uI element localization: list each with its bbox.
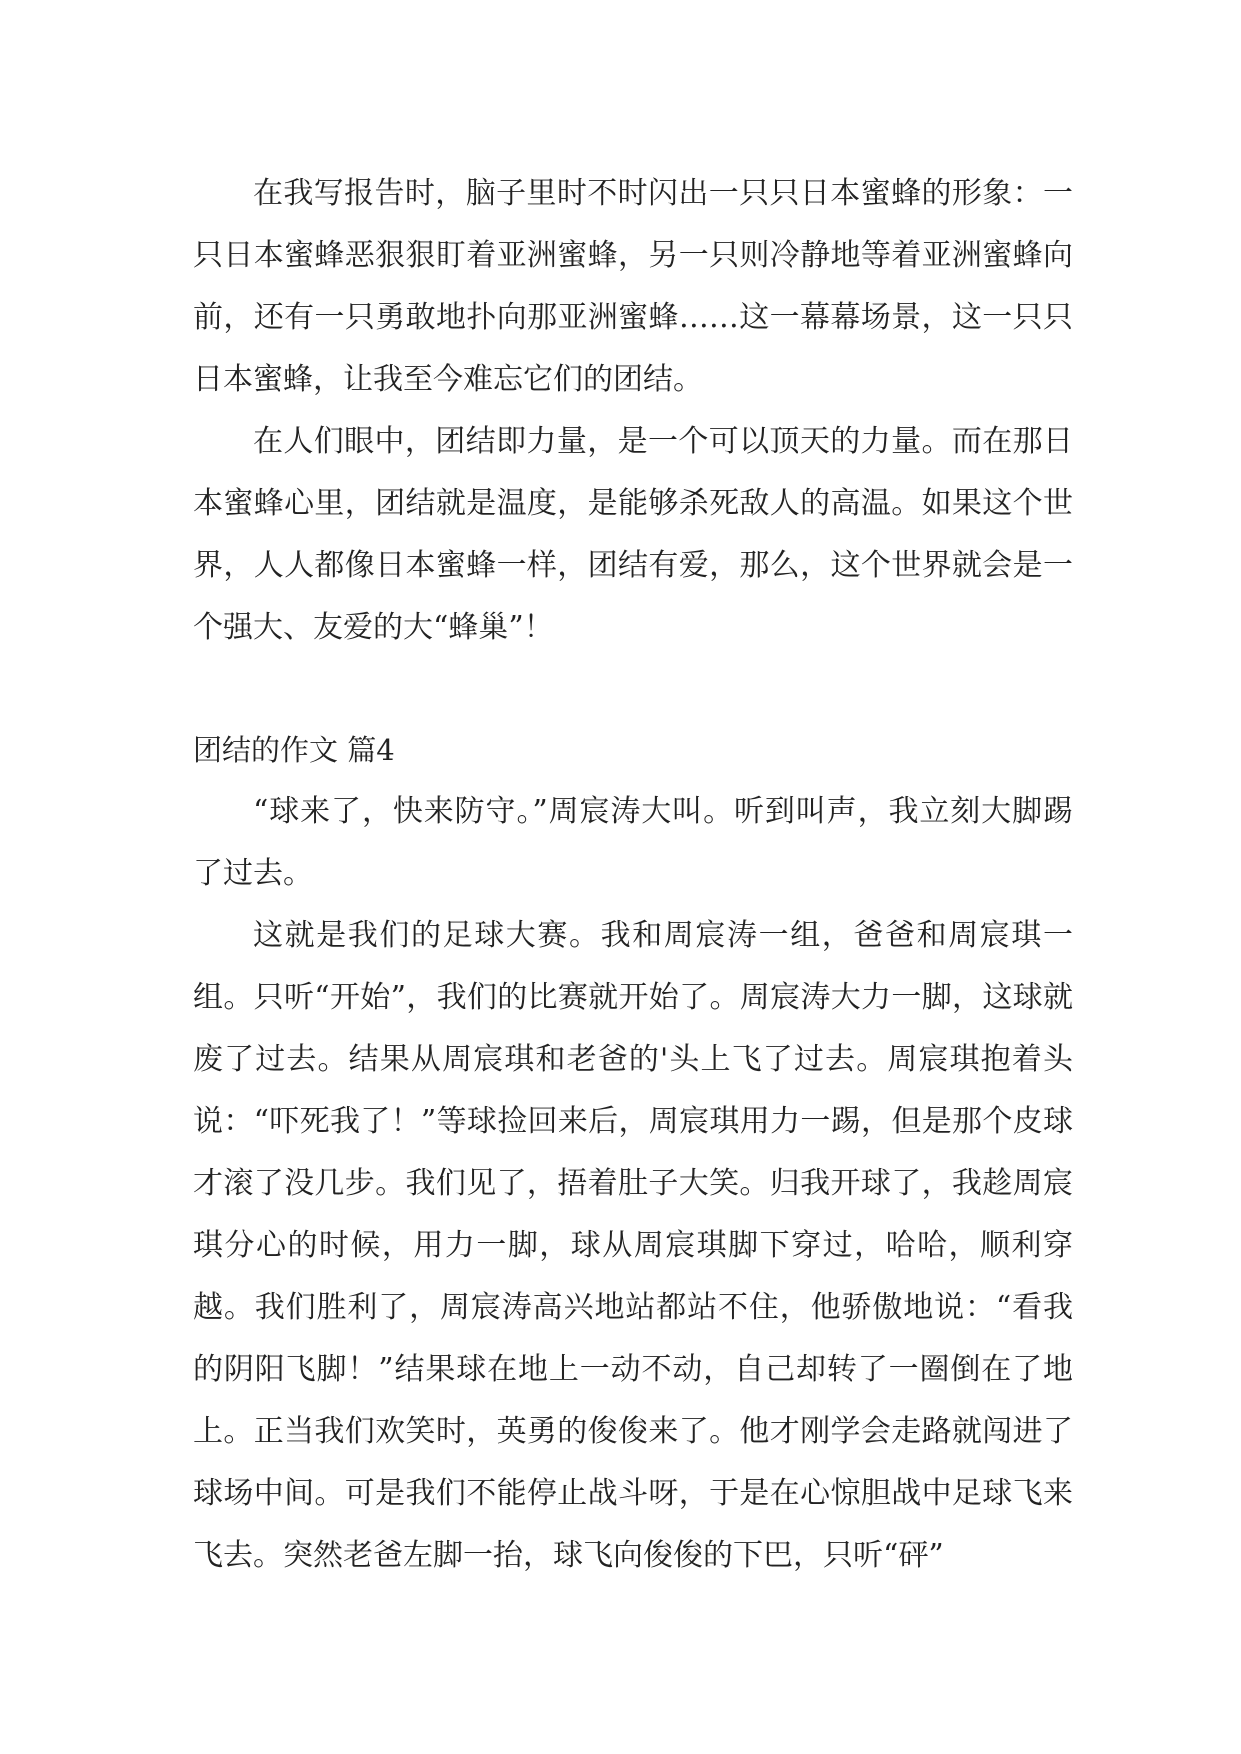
section-heading: 团结的作文 篇4 <box>193 733 395 767</box>
paragraph: 这就是我们的足球大赛。我和周宸涛一组，爸爸和周宸琪一组。只听“开始”，我们的比赛就开始了。周宸涛大力一脚，这球就废了过去。结果从周宸琪和老爸的'头上飞了过去。周宸琪抱着头说：“吓死我了！”等球捡回来后，周宸琪用力一踢，但是那个皮球才滚了没几步。我们见了，捂着肚子大笑。归我开球了，我趁周宸琪分心的时候，用力一脚，球从周宸琪脚下穿过，哈哈，顺利穿越。我们胜利了，周宸涛高兴地站都站不住，他骄傲地说：“看我的阴阳飞脚！”结果球在地上一动不动，自己却转了一圈倒在了地上。正当我们欢笑时，英勇的俊俊来了。他才刚学会走路就闯进了球场中间。可是我们不能停止战斗呀，于是在心惊胆战中足球飞来飞去。突然老爸左脚一抬，球飞向俊俊的下巴，只听“砰” <box>193 918 1073 1573</box>
document-body <box>193 163 1073 1587</box>
paragraph: 在人们眼中，团结即力量，是一个可以顶天的力量。而在那日本蜜蜂心里，团结就是温度，是能够杀死敌人的高温。如果这个世界，人人都像日本蜜蜂一样，团结有爱，那么，这个世界就会是一个强大、友爱的大“蜂巢”！ <box>193 424 1073 645</box>
paragraph: “球来了，快来防守。”周宸涛大叫。听到叫声，我立刻大脚踢了过去。 <box>193 794 1073 891</box>
paragraph: 在我写报告时，脑子里时不时闪出一只只日本蜜蜂的形象：一只日本蜜蜂恶狠狠盯着亚洲蜜蜂，另一只则冷静地等着亚洲蜜蜂向前，还有一只勇敢地扑向那亚洲蜜蜂……这一幕幕场景，这一只只日本蜜蜂，让我至今难忘它们的团结。 <box>193 176 1073 397</box>
